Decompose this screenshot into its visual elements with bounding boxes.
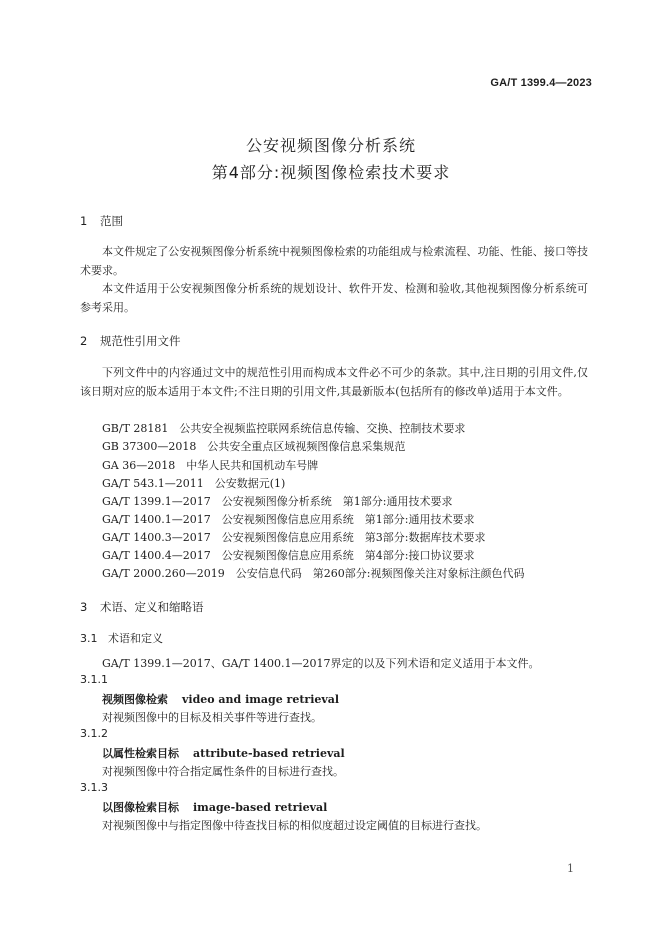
term-chinese: 视频图像检索 <box>102 693 168 706</box>
subsection-3-1-intro: GA/T 1399.1—2017、GA/T 1400.1—2017界定的以及下列术语和定义适用于本文件。 <box>102 657 540 670</box>
reference-item: GA/T 1400.3—2017 公安视频图像信息应用系统 第3部分:数据库技术要求 <box>102 531 486 544</box>
term-code: 3.1.3 <box>80 781 108 794</box>
section-2-heading <box>80 333 181 349</box>
reference-item: GA/T 2000.260—2019 公安信息代码 第260部分:视频图像关注对象标注颜色代码 <box>102 567 525 580</box>
section-title: 范围 <box>100 214 123 228</box>
section-2-intro: 下列文件中的内容通过文中的规范性引用而构成本文件必不可少的条款。其中,注日期的引用文件,仅该日期对应的版本适用于本文件;不注日期的引用文件,其最新版本(包括所有的修改单)适用于本文件。 <box>80 366 588 398</box>
term-definition: 对视频图像中与指定图像中待查找目标的相似度超过设定阈值的目标进行查找。 <box>102 819 487 832</box>
reference-item: GA/T 1399.1—2017 公安视频图像分析系统 第1部分:通用技术要求 <box>102 495 453 508</box>
section-1-paragraph-1: 本文件规定了公安视频图像分析系统中视频图像检索的功能组成与检索流程、功能、性能、接口等技术要求。 <box>80 245 588 277</box>
reference-item: GA 36—2018 中华人民共和国机动车号牌 <box>102 459 319 472</box>
section-number: 1 <box>80 214 88 228</box>
subsection-number: 3.1 <box>80 632 98 645</box>
section-title: 术语、定义和缩略语 <box>100 600 204 614</box>
document-title-line1: 公安视频图像分析系统 <box>245 136 416 155</box>
term-definition: 对视频图像中的目标及相关事件等进行查找。 <box>102 711 322 724</box>
reference-item: GA/T 1400.4—2017 公安视频图像信息应用系统 第4部分:接口协议要求 <box>102 549 475 562</box>
standard-code: GA/T 1399.4—2023 <box>490 77 592 89</box>
term-heading <box>102 799 327 815</box>
term-code: 3.1.1 <box>80 673 108 686</box>
term-english: video and image retrieval <box>182 693 340 706</box>
term-heading <box>102 691 339 707</box>
term-definition: 对视频图像中符合指定属性条件的目标进行查找。 <box>102 765 344 778</box>
document-title-line2: 第4部分:视频图像检索技术要求 <box>211 163 451 182</box>
term-english: image-based retrieval <box>193 801 328 814</box>
reference-item: GB 37300—2018 公共安全重点区域视频图像信息采集规范 <box>102 440 406 453</box>
reference-item: GA/T 543.1—2011 公安数据元(1) <box>102 477 286 490</box>
section-1-heading <box>80 213 123 229</box>
section-number: 2 <box>80 334 88 348</box>
term-chinese: 以图像检索目标 <box>102 801 179 814</box>
reference-item: GA/T 1400.1—2017 公安视频图像信息应用系统 第1部分:通用技术要求 <box>102 513 475 526</box>
section-number: 3 <box>80 600 88 614</box>
section-3-heading <box>80 599 204 615</box>
section-1-paragraph-2: 本文件适用于公安视频图像分析系统的规划设计、软件开发、检测和验收,其他视频图像分析系统可参考采用。 <box>80 282 588 314</box>
page-number: 1 <box>567 862 574 875</box>
term-chinese: 以属性检索目标 <box>102 747 179 760</box>
term-english: attribute-based retrieval <box>193 747 345 760</box>
subsection-title: 术语和定义 <box>108 632 163 645</box>
subsection-3-1-heading <box>80 630 163 646</box>
term-code: 3.1.2 <box>80 727 108 740</box>
term-heading <box>102 745 345 761</box>
section-title: 规范性引用文件 <box>100 334 181 348</box>
reference-item: GB/T 28181 公共安全视频监控联网系统信息传输、交换、控制技术要求 <box>102 422 466 435</box>
